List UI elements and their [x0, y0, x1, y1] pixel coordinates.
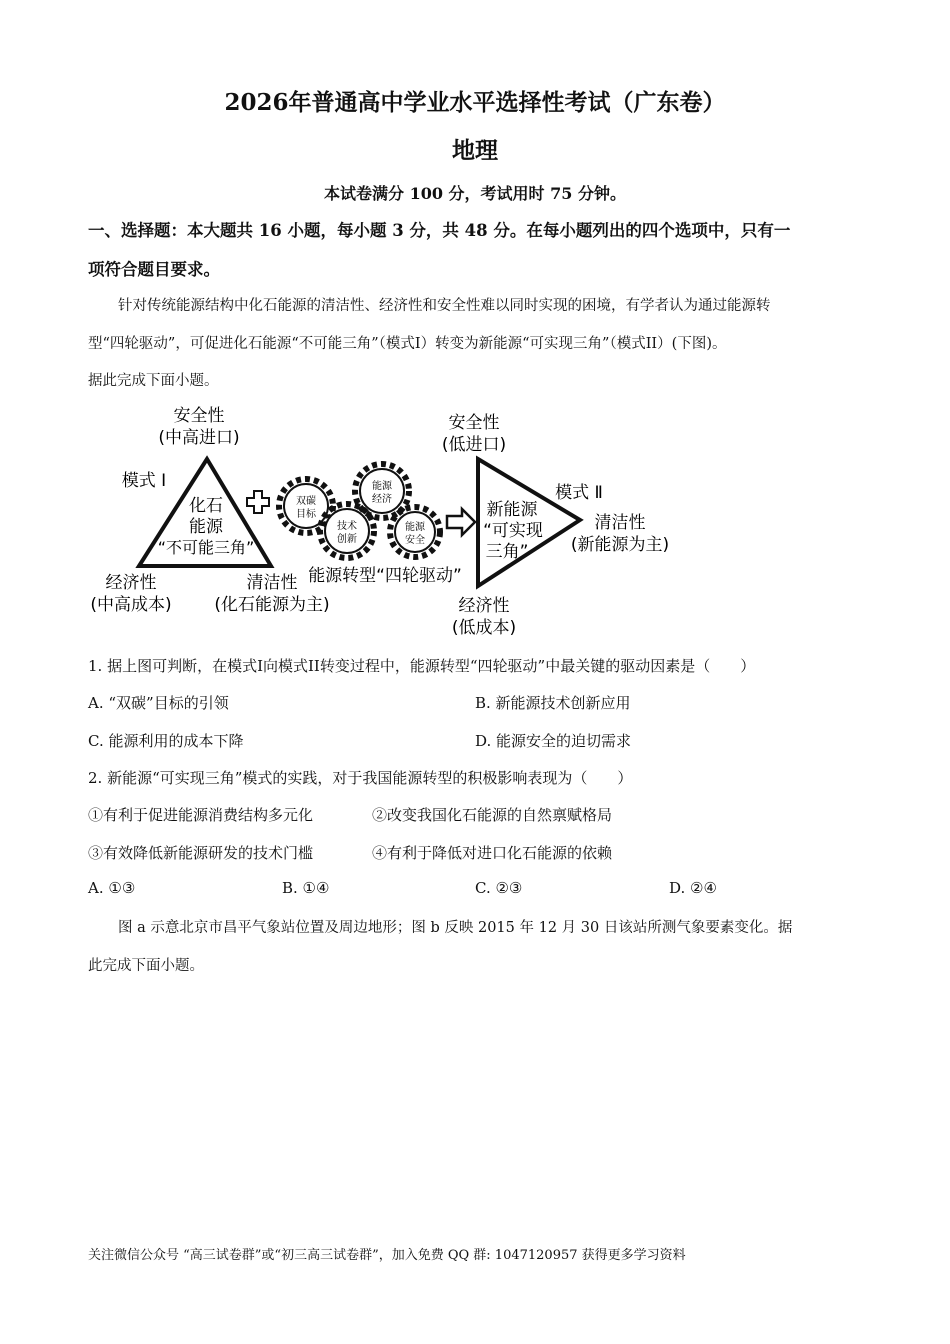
section-heading-line1: 一、选择题：本大题共 16 小题，每小题 3 分，共 48 分。在每小题列出的四个选项中，只有一 — [88, 221, 791, 240]
gears-caption: 能源转型“四轮驱动” — [308, 566, 462, 586]
left-br-sub: (化石能源为主) — [214, 595, 330, 615]
subject-title: 地理 — [452, 137, 498, 164]
right-center-3: 三角” — [485, 542, 529, 562]
mode1-label: 模式 I — [121, 471, 167, 491]
section-heading-line2: 项符合题目要求。 — [88, 260, 220, 279]
left-top-label: 安全性 — [173, 406, 225, 426]
left-center-3: “不可能三角” — [157, 538, 255, 557]
q2-option-b: B. ①④ — [282, 879, 330, 897]
q2-statement-3: ③有效降低新能源研发的技术门槛 — [88, 844, 314, 862]
left-bl-label: 经济性 — [105, 573, 157, 593]
q2-option-c: C. ②③ — [475, 879, 523, 897]
q1-option-a: A. “双碳”目标的引领 — [88, 694, 229, 712]
left-center-1: 化石 — [189, 496, 223, 516]
gear3-text-a: 技术 — [337, 521, 357, 532]
gear4-text-a: 能源 — [405, 522, 425, 533]
q2-option-a: A. ①③ — [88, 879, 136, 897]
mode2-label: 模式 Ⅱ — [555, 483, 603, 503]
q1-option-b: B. 新能源技术创新应用 — [475, 694, 631, 712]
passage2-line2: 此完成下面小题。 — [88, 958, 204, 974]
right-clean-label: 清洁性 — [594, 513, 646, 533]
exam-note: 本试卷满分 100 分，考试用时 75 分钟。 — [324, 184, 626, 203]
gear2-text-b: 经济 — [372, 494, 392, 505]
passage1-line3: 据此完成下面小题。 — [88, 373, 219, 389]
gear3-text-b: 创新 — [337, 534, 357, 545]
gear4-text-b: 安全 — [405, 535, 425, 546]
right-bottom-sub: (低成本) — [451, 618, 517, 638]
right-clean-sub: (新能源为主) — [570, 535, 670, 555]
arrow-right-icon — [447, 509, 475, 535]
gear2-text-a: 能源 — [372, 481, 392, 492]
gear1-text-a: 双碳 — [296, 496, 316, 507]
q2-statement-2: ②改变我国化石能源的自然禀赋格局 — [372, 806, 613, 824]
left-br-label: 清洁性 — [246, 573, 298, 593]
right-bottom-label: 经济性 — [458, 596, 510, 616]
q2-stem: 2. 新能源“可实现三角”模式的实践，对于我国能源转型的积极影响表现为（ ） — [88, 769, 633, 787]
right-center-2: “可实现 — [483, 521, 543, 541]
q2-option-d: D. ②④ — [669, 879, 717, 897]
right-top-sub: (低进口) — [441, 435, 507, 455]
passage2-line1: 图 a 示意北京市昌平气象站位置及周边地形；图 b 反映 2015 年 12 月 30 日该站所测气象要素变化。据 — [118, 920, 793, 936]
plus-icon — [247, 491, 269, 513]
passage1-line2: 型“四轮驱动”，可促进化石能源“不可能三角”（模式I）转变为新能源“可实现三角”（模式II）(下图)。 — [88, 336, 727, 352]
q1-option-d: D. 能源安全的迫切需求 — [475, 732, 632, 750]
right-top-label: 安全性 — [448, 413, 500, 433]
exam-title: 2026年普通高中学业水平选择性考试（广东卷） — [224, 89, 726, 116]
page-footer: 关注微信公众号 “高三试卷群”或“初三高三试卷群”，加入免费 QQ 群: 1047120957 获得更多学习资料 — [88, 1248, 686, 1263]
left-center-2: 能源 — [189, 517, 223, 537]
right-center-1: 新能源 — [486, 500, 538, 520]
left-top-sub: (中高进口) — [158, 428, 240, 448]
energy-triangle-diagram — [88, 400, 688, 640]
passage1-line1: 针对传统能源结构中化石能源的清洁性、经济性和安全性难以同时实现的困境，有学者认为通过能源转 — [118, 298, 771, 314]
gear1-text-b: 目标 — [296, 509, 316, 520]
left-bl-sub: (中高成本) — [90, 595, 172, 615]
q2-statement-1: ①有利于促进能源消费结构多元化 — [88, 806, 314, 824]
q2-statement-4: ④有利于降低对进口化石能源的依赖 — [372, 844, 613, 862]
q1-stem: 1. 据上图可判断，在模式I向模式II转变过程中，能源转型“四轮驱动”中最关键的驱动因素是（ ） — [88, 657, 756, 675]
q1-option-c: C. 能源利用的成本下降 — [88, 732, 244, 750]
